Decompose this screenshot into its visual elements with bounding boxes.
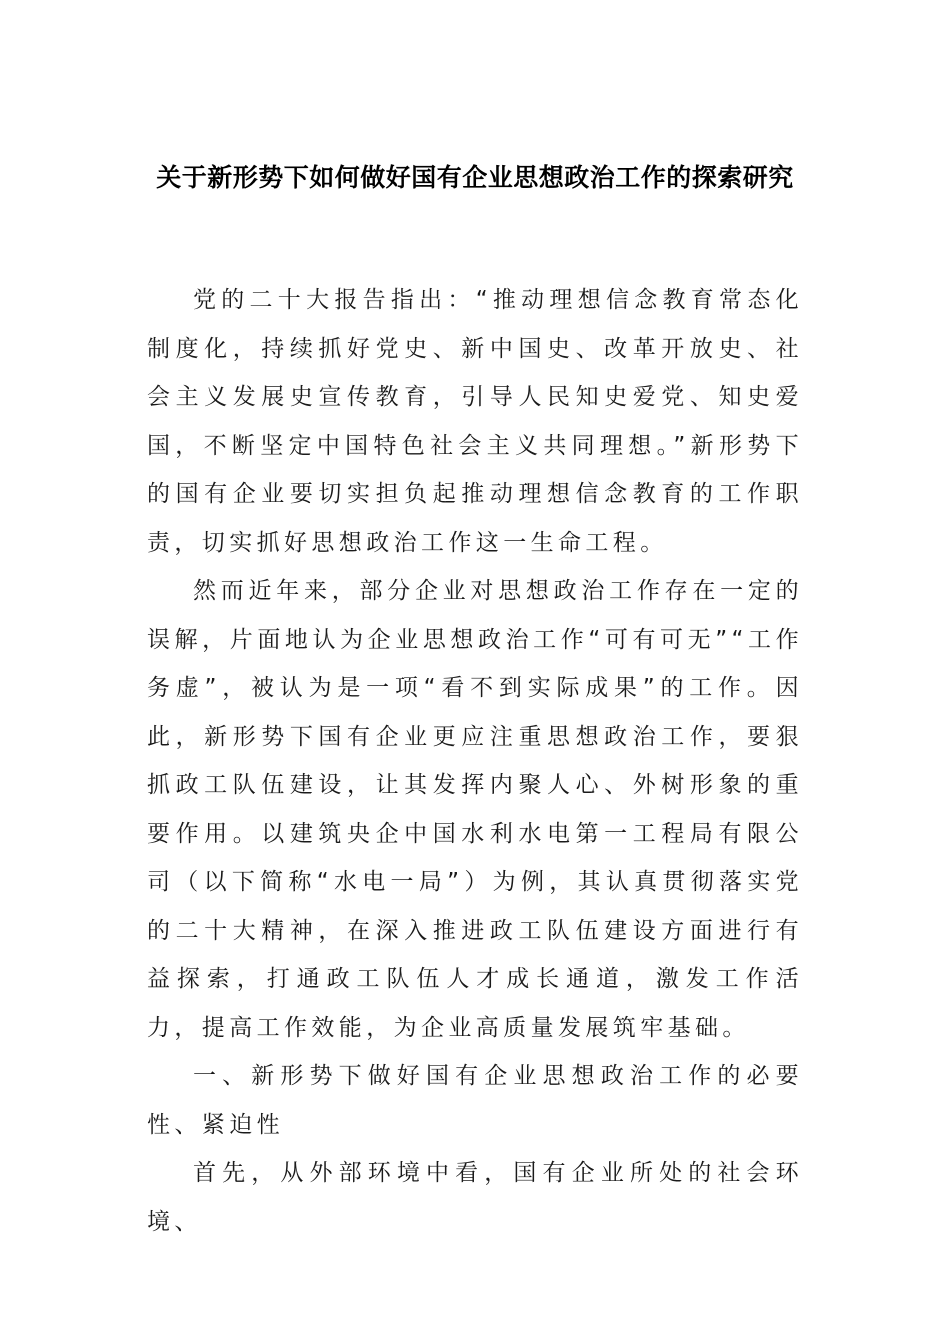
paragraph-2: 然而近年来，部分企业对思想政治工作存在一定的误解，片面地认为企业思想政治工作“可有可无”“工作务虚”，被认为是一项“看不到实际成果”的工作。因此，新形势下国有企业更应注重思想政治工作，要狠抓政工队伍建设，让其发挥内聚人心、外树形象的重要作用。以建筑央企中国水利水电第一工程局有限公司（以下简称“水电一局”）为例，其认真贯彻落实党的二十大精神，在深入推进政工队伍建设方面进行有益探索，打通政工队伍人才成长通道，激发工作活力，提高工作效能，为企业高质量发展筑牢基础。 bbox=[147, 578, 803, 1041]
section-heading-1: 一、新形势下做好国有企业思想政治工作的必要性、紧迫性 bbox=[147, 1063, 803, 1138]
paragraph-3: 首先，从外部环境中看，国有企业所处的社会环境、 bbox=[147, 1160, 803, 1235]
document-title: 关于新形势下如何做好国有企业思想政治工作的探索研究 bbox=[156, 163, 794, 192]
document-body bbox=[147, 276, 803, 1246]
paragraph-1: 党的二十大报告指出：“推动理想信念教育常态化制度化，持续抓好党史、新中国史、改革开放史、社会主义发展史宣传教育，引导人民知史爱党、知史爱国，不断坚定中国特色社会主义共同理想。”新形势下的国有企业要切实担负起推动理想信念教育的工作职责，切实抓好思想政治工作这一生命工程。 bbox=[147, 287, 803, 556]
